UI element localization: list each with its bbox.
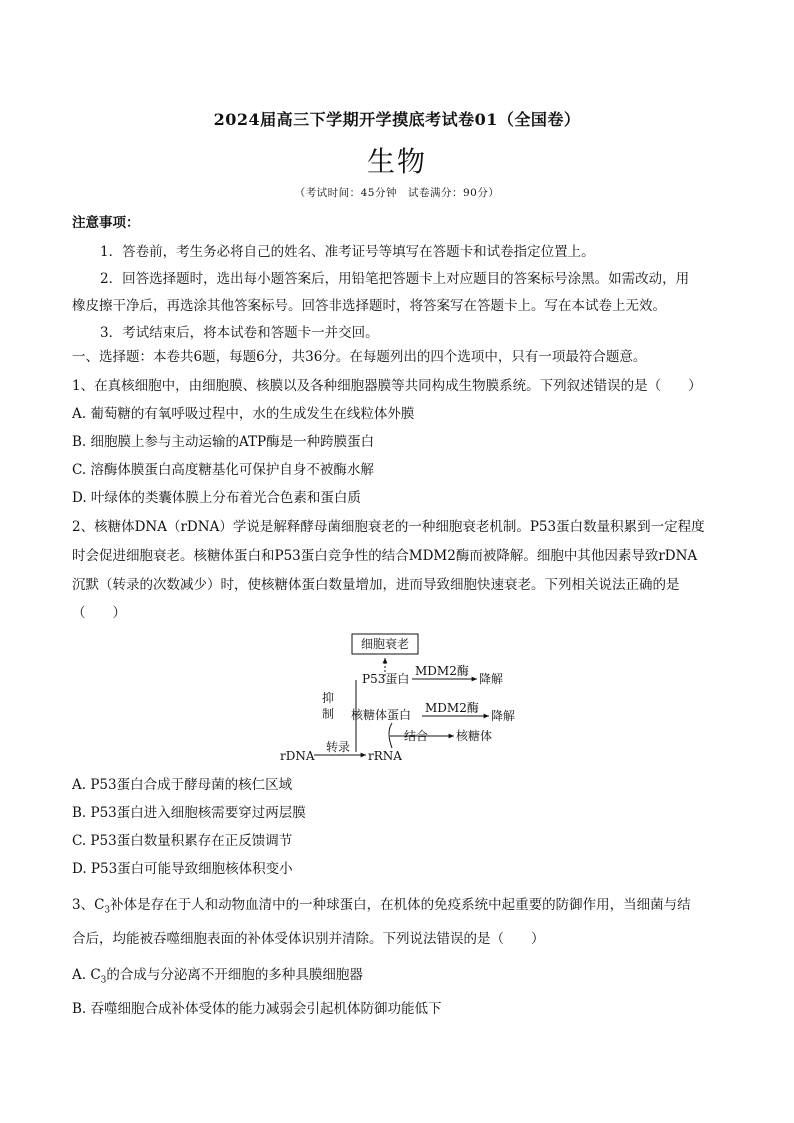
question-2-option-b: B. P53蛋白进入细胞核需要穿过两层膜 <box>72 805 306 821</box>
question-2-option-c: C. P53蛋白数量积累存在正反馈调节 <box>72 833 293 849</box>
question-2-stem: 沉默（转录的次数减少）时，使核糖体蛋白数量增加，进而导致细胞快速衰老。下列相关说法正确的是 <box>72 577 680 593</box>
mdm2-mid-label: MDM2酶 <box>425 701 479 715</box>
notice-item: 3．考试结束后，将本试卷和答题卡一并交回。 <box>100 325 379 341</box>
question-2-stem: 时会促进细胞衰老。核糖体蛋白和P53蛋白竞争性的结合MDM2酶而被降解。细胞中其他因素导致rDNA <box>72 548 698 564</box>
question-1-option-c: C. 溶酶体膜蛋白高度糖基化可保护自身不被酶水解 <box>72 462 374 478</box>
rrna-label: rRNA <box>368 749 402 763</box>
notice-heading: 注意事项： <box>72 215 140 231</box>
ribosome-dna-diagram <box>270 630 530 770</box>
exam-title: 2024届高三下学期开学摸底考试卷01（全国卷） <box>213 110 581 129</box>
mdm2-top-label: MDM2酶 <box>415 664 469 678</box>
senescence-label: 细胞衰老 <box>360 637 410 651</box>
question-2-option-d: D. P53蛋白可能导致细胞核体积变小 <box>72 861 293 877</box>
notice-item: 橡皮擦干净后，再选涂其他答案标号。回答非选择题时，将答案写在答题卡上。写在本试卷上无效。 <box>72 298 666 314</box>
question-3-stem: 合后，均能被吞噬细胞表面的补体受体识别并清除。下列说法错误的是（ ） <box>72 931 545 947</box>
question-2-stem: 2、核糖体DNA（rDNA）学说是解释酵母菌细胞衰老的一种细胞衰老机制。P53蛋白数量积累到一定程度 <box>72 519 705 535</box>
transcribe-label: 转录 <box>326 740 351 754</box>
question-1-option-a: A. 葡萄糖的有氧呼吸过程中，水的生成发生在线粒体外膜 <box>72 406 415 422</box>
question-3-option-a: A. $C_3$的合成与分泌离不开细胞的多种具膜细胞器 <box>72 967 363 986</box>
question-2-option-a: A. P53蛋白合成于酵母菌的核仁区域 <box>72 777 293 793</box>
question-3-stem: 3、$C_3$补体是存在于人和动物血清中的一种球蛋白，在机体的免疫系统中起重要的防御作用，当细菌与结 <box>72 897 691 916</box>
exam-info: （考试时间：45分钟 试卷满分：90分） <box>294 187 500 199</box>
question-1-stem: 1、在真核细胞中，由细胞膜、核膜以及各种细胞器膜等共同构成生物膜系统。下列叙述错误的是（ ） <box>72 378 702 394</box>
rdna-label: rDNA <box>280 749 315 763</box>
inhibit-label-2: 制 <box>322 707 335 721</box>
question-2-stem: （ ） <box>72 605 126 621</box>
notice-item: 1．答卷前，考生务必将自己的姓名、准考证号等填写在答题卡和试卷指定位置上。 <box>100 244 595 260</box>
inhibit-label-1: 抑 <box>322 691 335 705</box>
subject-title: 生物 <box>366 145 427 178</box>
notice-item: 2．回答选择题时，选出每小题答案后，用铅笔把答题卡上对应题目的答案标号涂黑。如需改动，用 <box>100 271 690 287</box>
degrade-top-label: 降解 <box>479 672 504 686</box>
question-3-option-b: B. 吞噬细胞合成补体受体的能力减弱会引起机体防御功能低下 <box>72 1001 442 1017</box>
ribosome-label: 核糖体 <box>456 729 493 743</box>
question-1-option-b: B. 细胞膜上参与主动运输的ATP酶是一种跨膜蛋白 <box>72 434 375 450</box>
question-1-option-d: D. 叶绿体的类囊体膜上分布着光合色素和蛋白质 <box>72 490 361 506</box>
combine-label: 结合 <box>404 729 429 743</box>
degrade-mid-label: 降解 <box>491 709 516 723</box>
section-heading: 一、选择题：本卷共6题，每题6分，共36分。在每题列出的四个选项中，只有一项最符合题意。 <box>72 349 647 365</box>
p53-label: P53蛋白 <box>362 672 410 686</box>
ribo-protein-label: 核糖体蛋白 <box>351 708 412 722</box>
